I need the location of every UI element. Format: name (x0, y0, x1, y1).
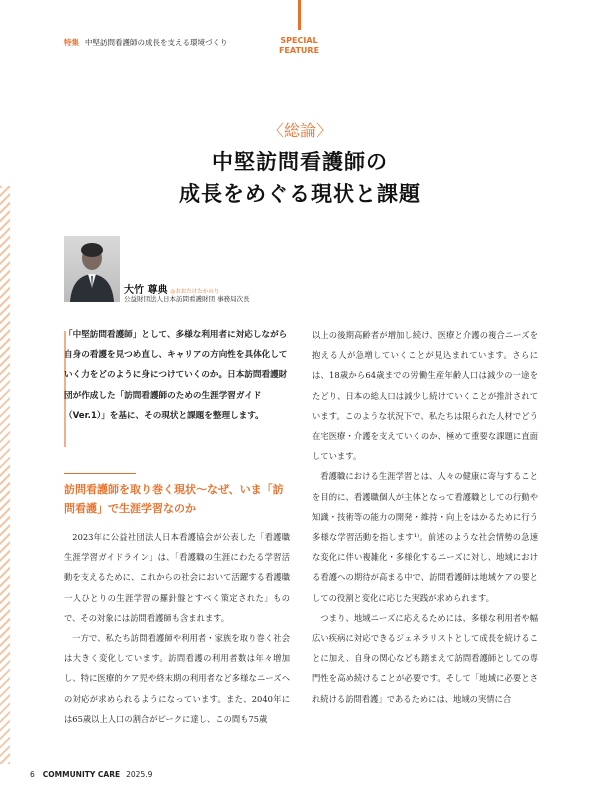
lead-text: 「中堅訪問看護師」として、多様な利用者に対応しながら自身の看護を見つめ直し、キャリアの方向性を具体化していく力をどのように身につけていくのか。日本訪問看護財団が作成した「訪問看護師のための生涯学習ガイド（Ver.1）」を基に、その現状と課題を整理します。 (64, 330, 288, 421)
article-kicker: 〈総論〉 (267, 121, 332, 140)
feature-title: 中堅訪問看護師の成長を支える環境づくり (85, 38, 228, 47)
author-affiliation: 公益財団法人日本訪問看護財団 事務局次長 (124, 295, 250, 303)
header-accent-line (298, 0, 301, 30)
body-column-right (312, 325, 538, 709)
magazine-name: COMMUNITY CARE (42, 770, 121, 779)
issue-date: 2025.9 (126, 770, 153, 779)
body-paragraph: つまり、地域ニーズに応えるためには、多様な利用者や幅広い疾病に対応できるジェネラリストとして成長を続けることに加え、自身の関心なども踏まえて訪問看護師としての専門性を高め続けることが必要です。そして「地域に必要とされ続ける訪問看護」であるためには、地域の実情に合 (312, 612, 538, 704)
body-paragraph: 一方で、私たち訪問看護師や利用者・家族を取り巻く社会は大きく変化しています。訪問看護の利用者数は年々増加し、特に医療的ケア児や終末期の利用者など多様なニーズへの対応が求められるようになっています。また、2040年には65歳以上人口の割合がピークに達し、この間も75歳 (64, 633, 290, 724)
article-title-line2: 成長をめぐる現状と課題 (179, 182, 421, 206)
special-label-line1: SPECIAL (280, 36, 318, 45)
page-number: 6 (30, 770, 35, 779)
body-paragraph: 2023年に公益社団法人日本看護協会が公表した「看護職生涯学習ガイドライン」は、「看護職の生涯にわたる学習活動を支えるために、これからの社会において活躍する看護職一人ひとりの生涯学習の羅針盤とすべく策定された」もので、その対象には訪問看護師も含まれます。 (64, 532, 290, 623)
feature-tag: 特集 (64, 38, 79, 47)
article-title-line1: 中堅訪問看護師の (212, 150, 388, 174)
author-photo (64, 236, 120, 302)
body-column-left (64, 527, 290, 729)
running-header (64, 37, 228, 48)
section-rule (64, 473, 136, 474)
special-feature-label (272, 36, 326, 56)
body-paragraph: 以上の後期高齢者が増加し続け、医療と介護の複合ニーズを抱える人が急増していくことが見込まれています。さらには、18歳から64歳までの労働生産年齢人口は減少の一途をたどり、日本の総人口は減少し続けていくことが推計されています。このような状況下で、私たちは限られた人材でどう在宅医療・介護を支えていくのか、極めて重要な課題に直面しています。 (312, 330, 538, 462)
section-heading: 訪問看護師を取り巻く現状〜なぜ、いま「訪問看護」で生涯学習なのか (64, 483, 284, 515)
lead-paragraph (64, 325, 290, 426)
page-footer (30, 770, 152, 779)
decorative-stripes (0, 186, 10, 764)
author-name: 大竹 尊典 (124, 285, 168, 296)
author-kana: ◎おおたけたかのり (170, 289, 220, 295)
body-paragraph: 看護職における生涯学習とは、人々の健康に寄与することを目的に、看護職個人が主体となって看護職としての行動や知識・技術等の能力の開発・維持・向上をはかるために行う多様な学習活動を指します¹⁾。前述のような社会情勢の急速な変化に伴い複雑化・多様化するニーズに対し、地域における看護への期待が高まる中で、訪問看護師は地域ケアの要としての役割と変化に応じた実践が求められます。 (312, 471, 538, 603)
special-label-line2: FEATURE (278, 46, 320, 55)
